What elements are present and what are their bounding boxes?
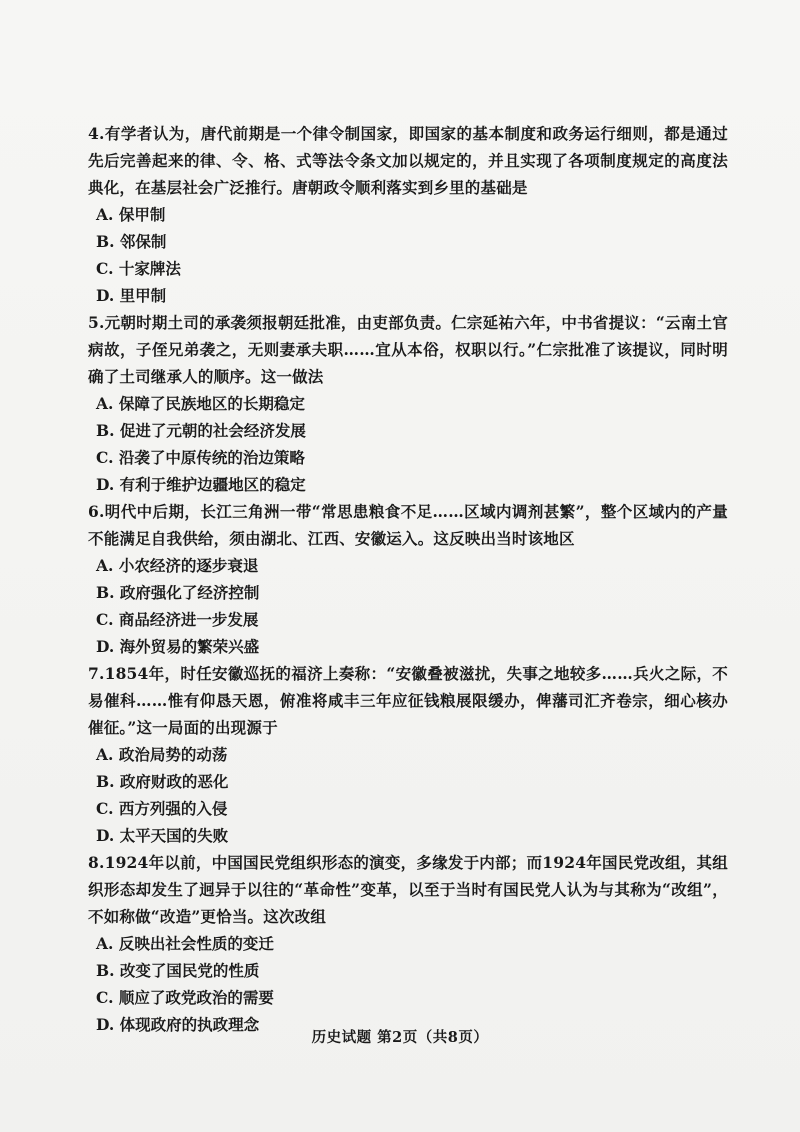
option-a: A. 反映出社会性质的变迁 <box>96 934 274 953</box>
option-b: B. 促进了元朝的社会经济发展 <box>96 421 306 440</box>
question-stem: 7.1854年，时任安徽巡抚的福济上奏称：“安徽叠被滋扰，失事之地较多……兵火之际，不易催科……惟有仰恳天恩，俯准将咸丰三年应征钱粮展限缓办，俾藩司汇齐卷宗，细心核办催征。”这一局面的出现源于 <box>88 664 728 737</box>
question-5 <box>88 309 728 498</box>
question-4 <box>88 120 728 309</box>
option-d: D. 太平天国的失败 <box>96 826 229 845</box>
option-a: A. 政治局势的动荡 <box>96 745 228 764</box>
question-stem: 4.有学者认为，唐代前期是一个律令制国家，即国家的基本制度和政务运行细则，都是通过先后完善起来的律、令、格、式等法令条文加以规定的，并且实现了各项制度规定的高度法典化，在基层社会广泛推行。唐朝政令顺利落实到乡里的基础是 <box>88 124 728 197</box>
option-c: C. 沿袭了中原传统的治边策略 <box>96 448 305 467</box>
question-list <box>88 120 728 1038</box>
option-b: B. 政府财政的恶化 <box>96 772 229 791</box>
option-c: C. 商品经济进一步发展 <box>96 610 259 629</box>
option-a: A. 保甲制 <box>96 205 166 224</box>
page-footer: 历史试题 第2页（共8页） <box>311 1029 489 1046</box>
option-a: A. 保障了民族地区的长期稳定 <box>96 394 305 413</box>
option-b: B. 邻保制 <box>96 232 167 251</box>
question-stem: 5.元朝时期土司的承袭须报朝廷批准，由吏部负责。仁宗延祐六年，中书省提议：“云南土官病故，子侄兄弟袭之，无则妻承夫职……宜从本俗，权职以行。”仁宗批准了该提议，同时明确了土司继承人的顺序。这一做法 <box>88 313 728 386</box>
option-c: C. 西方列强的入侵 <box>96 799 228 818</box>
question-stem: 8.1924年以前，中国国民党组织形态的演变，多缘发于内部；而1924年国民党改组，其组织形态却发生了迥异于以往的“革命性”变革，以至于当时有国民党人认为与其称为“改组”，不如称做“改造”更恰当。这次改组 <box>88 853 728 926</box>
option-a: A. 小农经济的逐步衰退 <box>96 556 259 575</box>
option-c: C. 十家牌法 <box>96 259 181 278</box>
option-d: D. 海外贸易的繁荣兴盛 <box>96 637 260 656</box>
option-b: B. 改变了国民党的性质 <box>96 961 260 980</box>
question-6 <box>88 498 728 660</box>
option-d: D. 有利于维护边疆地区的稳定 <box>96 475 306 494</box>
option-b: B. 政府强化了经济控制 <box>96 583 260 602</box>
option-d: D. 体现政府的执政理念 <box>96 1015 260 1034</box>
question-7 <box>88 660 728 849</box>
question-stem: 6.明代中后期，长江三角洲一带“常思患粮食不足……区域内调剂甚繁”，整个区域内的产量不能满足自我供给，须由湖北、江西、安徽运入。这反映出当时该地区 <box>88 502 728 548</box>
option-c: C. 顺应了政党政治的需要 <box>96 988 274 1007</box>
question-8 <box>88 849 728 1038</box>
option-d: D. 里甲制 <box>96 286 167 305</box>
